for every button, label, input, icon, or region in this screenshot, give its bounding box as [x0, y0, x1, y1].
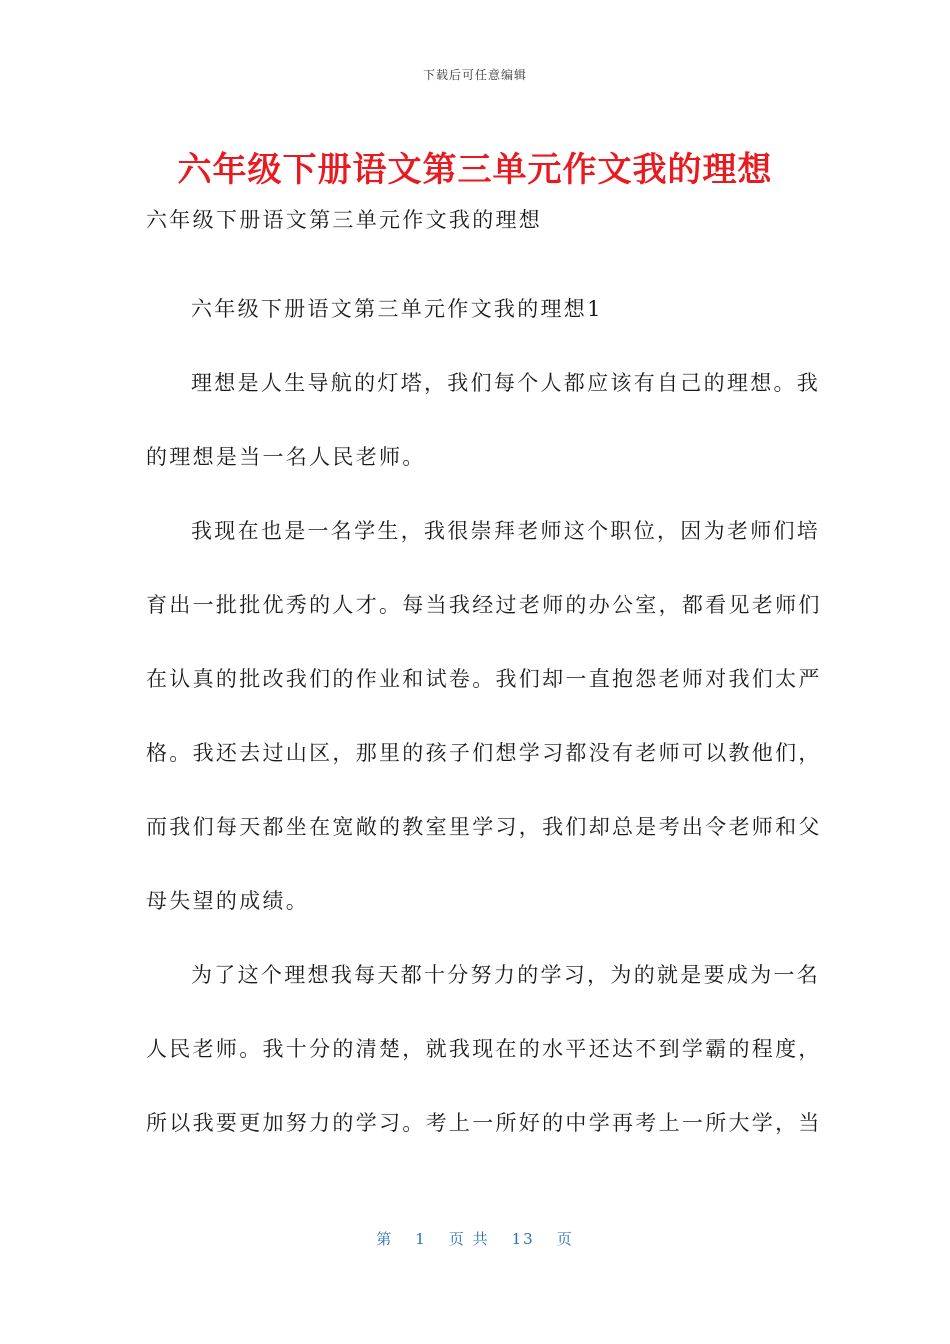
paragraph-line: 母失望的成绩。	[146, 889, 310, 913]
page-total-number: 13	[511, 1230, 535, 1248]
page-footer	[0, 1228, 950, 1249]
paragraph-line: 为了这个理想我每天都十分努力的学习，为的就是要成为一名	[191, 963, 821, 987]
page-current-number: 1	[415, 1230, 427, 1248]
paragraph-line: 理想是人生导航的灯塔，我们每个人都应该有自己的理想。我	[191, 371, 821, 395]
page-label-prefix: 第	[376, 1230, 394, 1248]
page-label-middle: 页 共	[448, 1230, 490, 1248]
paragraph-line: 我现在也是一名学生，我很崇拜老师这个职位，因为老师们培	[191, 519, 821, 543]
paragraph-line: 育出一批批优秀的人才。每当我经过老师的办公室，都看见老师们	[146, 593, 822, 617]
paragraph-line: 而我们每天都坐在宽敞的教室里学习，我们却总是考出令老师和父	[146, 815, 822, 839]
paragraph-line: 的理想是当一名人民老师。	[146, 445, 426, 469]
paragraph-line: 所以我要更加努力的学习。考上一所好的中学再考上一所大学，当	[146, 1111, 822, 1135]
document-subtitle: 六年级下册语文第三单元作文我的理想	[146, 208, 543, 232]
paragraph-line: 格。我还去过山区，那里的孩子们想学习都没有老师可以教他们，	[146, 741, 822, 765]
document-body	[146, 196, 822, 1160]
page-label-suffix: 页	[556, 1230, 574, 1248]
paragraph-line: 在认真的批改我们的作业和试卷。我们却一直抱怨老师对我们太严	[146, 667, 822, 691]
document-title: 六年级下册语文第三单元作文我的理想	[177, 150, 773, 190]
paragraph-line: 人民老师。我十分的清楚，就我现在的水平还达不到学霸的程度，	[146, 1037, 822, 1061]
page-header-note: 下载后可任意编辑	[422, 68, 527, 82]
section-heading: 六年级下册语文第三单元作文我的理想1	[191, 297, 603, 321]
